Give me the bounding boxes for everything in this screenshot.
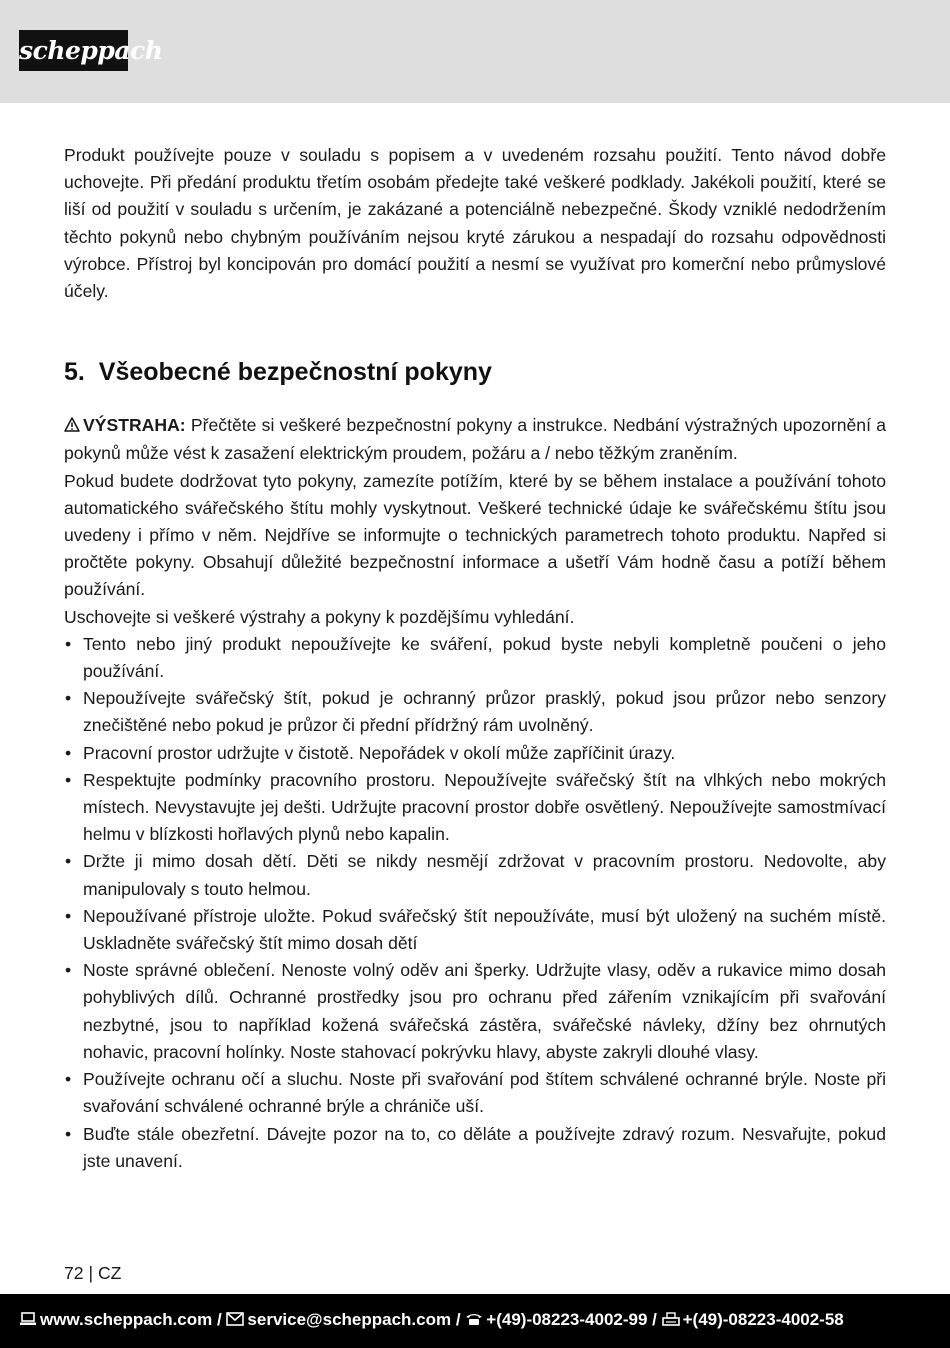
list-item-text: Používejte ochranu očí a sluchu. Noste při svařování pod štítem schválené ochranné brýle. Noste při svařování schválené ochranné brýle a chrániče uší.: [83, 1069, 886, 1117]
warning-label: VÝSTRAHA:: [83, 415, 186, 436]
safety-bullet-list: [64, 631, 886, 1175]
computer-icon: [19, 1309, 37, 1323]
warning-triangle-icon: [64, 413, 83, 440]
list-item-text: Respektujte podmínky pracovního prostoru. Nepoužívejte svářečský štít na vlhkých nebo mokrých místech. Nevystavujte jej dešti. Udržujte pracovní prostor dobře osvětlený. Nepoužívejte samostmívací helmu v blízkosti hořlavých plynů nebo kapalin.: [83, 769, 886, 845]
paragraph-keep-warnings: Uschovejte si veškeré výstrahy a pokyny k pozdějšímu vyhledání.: [64, 606, 575, 627]
list-item: [64, 1066, 886, 1120]
header-band: [0, 0, 950, 103]
list-item: [64, 903, 886, 957]
scheppach-logo: scheppach: [19, 30, 128, 71]
contact-line: [19, 1308, 939, 1332]
phone-number[interactable]: +(49)-08223-4002-99: [486, 1310, 648, 1329]
section-number: 5.: [64, 358, 85, 387]
fax-number: +(49)-08223-4002-58: [682, 1310, 844, 1329]
list-item: [64, 767, 886, 849]
list-item: [64, 631, 886, 685]
list-item: [64, 740, 886, 767]
footer-divider: /: [647, 1310, 662, 1329]
list-item-text: Pracovní prostor udržujte v čistotě. Nepořádek v okolí může zapříčinit úrazy.: [83, 742, 676, 763]
list-item-text: Nepoužívejte svářečský štít, pokud je ochranný průzor prasklý, pokud jsou průzor nebo senzory znečištěné nebo pokud je průzor či přední přídržný rám uvolněný.: [83, 688, 886, 736]
page-separator: |: [88, 1263, 94, 1283]
bullet-dot: •: [65, 960, 72, 981]
list-item: [64, 848, 886, 902]
email-link[interactable]: service@scheppach.com: [247, 1310, 452, 1329]
section-title: Všeobecné bezpečnostní pokyny: [98, 358, 492, 387]
list-item: [64, 1121, 886, 1175]
intro-paragraph: Produkt používejte pouze v souladu s popisem a v uvedeném rozsahu použití. Tento návod dobře uchovejte. Při předání produktu třetím osobám předejte také veškeré podklady. Jakékoli použití, které se liší od použití v souladu s určením, je zakázané a potenciálně nebezpečné. Škody vzniklé nedodržením těchto pokynů nebo chybným používáním nejsou kryté zárukou a nespadají do rozsahu odpovědnosti výrobce. Přístroj byl koncipován pro domácí použití a nesmí se využívat pro komerční nebo průmyslové účely.: [64, 145, 886, 302]
bullet-dot: •: [65, 851, 72, 872]
bullet-dot: •: [65, 633, 72, 654]
contact-footer-bar: [0, 1294, 950, 1348]
paragraph-instructions: Pokud budete dodržovat tyto pokyny, zamezíte potížím, které by se během instalace a používání tohoto automatického svářečského štítu mohly vyskytnout. Veškeré technické údaje ke svářečskému štítu jsou uvedeny i přímo v něm. Nejdříve se informujte o technických parametrech tohoto produktu. Napřed si pročtěte pokyny. Obsahují důležité bezpečnostní informace a ušetří Vám hodně času a potíží během používání.: [64, 470, 886, 600]
page-content: [64, 142, 886, 1175]
fax-icon: [662, 1309, 680, 1323]
bullet-dot: •: [65, 1069, 72, 1090]
page-language: CZ: [97, 1263, 122, 1283]
section-heading: [64, 356, 886, 388]
footer-divider: /: [451, 1310, 466, 1329]
bullet-dot: •: [65, 1123, 72, 1144]
warning-paragraph: [64, 412, 886, 467]
footer-divider: /: [212, 1310, 227, 1329]
list-item-text: Buďte stále obezřetní. Dávejte pozor na to, co děláte a používejte zdravý rozum. Nesvařujte, pokud jste unavení.: [83, 1123, 886, 1171]
list-item-text: Noste správné oblečení. Nenoste volný oděv ani šperky. Udržujte vlasy, oděv a rukavice mimo dosah pohyblivých dílů. Ochranné prostředky jsou pro ochranu před zářením vznikajícím při svařování nezbytné, jsou to například kožená svářečská zástěra, svářečské návleky, džíny bez ohrnutých nohavic, pracovní holínky. Noste stahovací pokrývku hlavy, abyste zakryli dlouhé vlasy.: [83, 960, 886, 1062]
website-link[interactable]: www.scheppach.com: [40, 1310, 213, 1329]
bullet-dot: •: [65, 688, 72, 709]
envelope-icon: [226, 1309, 244, 1323]
list-item: [64, 957, 886, 1066]
bullet-dot: •: [65, 905, 72, 926]
list-item-text: Držte ji mimo dosah dětí. Děti se nikdy nesmějí zdržovat v pracovním prostoru. Nedovolte, aby manipulovaly s touto helmou.: [83, 851, 886, 899]
phone-icon: [465, 1309, 483, 1323]
list-item-text: Tento nebo jiný produkt nepoužívejte ke sváření, pokud byste nebyli kompletně poučeni o jeho používání.: [83, 633, 886, 682]
bullet-dot: •: [65, 742, 72, 763]
list-item-text: Nepoužívané přístroje uložte. Pokud svářečský štít nepoužíváte, musí být uložený na suchém místě. Uskladněte svářečský štít mimo dosah dětí: [83, 905, 886, 954]
page-number: 72: [64, 1263, 84, 1283]
bullet-dot: •: [65, 769, 72, 790]
list-item: [64, 685, 886, 739]
page-number-footer: [64, 1260, 121, 1287]
warning-text: Přečtěte si veškeré bezpečnostní pokyny a instrukce. Nedbání výstražných upozornění a pokynů může vést k zasažení elektrickým proudem, požáru a / nebo těžkým zraněním.: [64, 415, 886, 464]
